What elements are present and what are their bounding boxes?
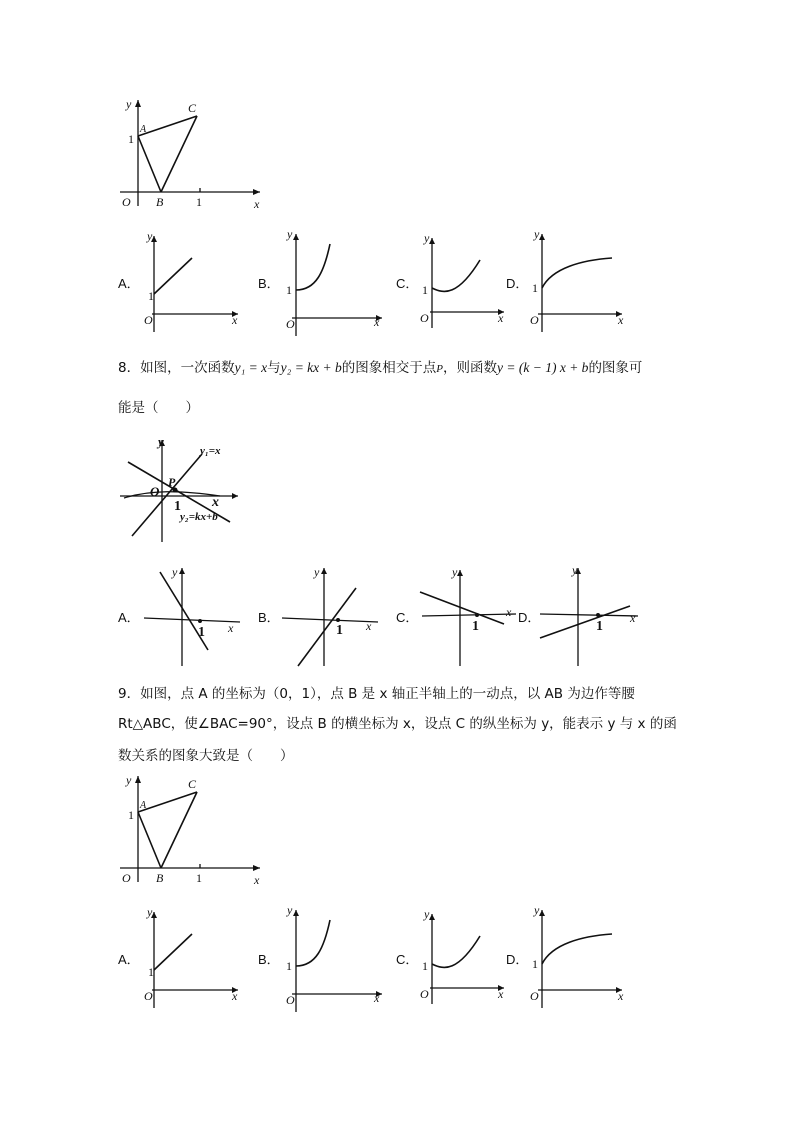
q9-line2 xyxy=(118,714,677,734)
q8-point: P xyxy=(436,363,444,375)
triangle-figure-q9 xyxy=(112,772,272,887)
option-b-y: y xyxy=(287,227,293,241)
q9-point-a-label: A xyxy=(140,800,147,811)
option-graphs-q9 xyxy=(112,904,642,1014)
q9-line1 xyxy=(118,684,635,704)
q8-option-d-one: 1 xyxy=(596,619,603,634)
q8-option-b-label: B． xyxy=(258,610,280,625)
q8-y2-eq: y₂ = kx + b xyxy=(280,360,342,375)
q8-option-b-y: y xyxy=(314,565,320,579)
q8-option-a-label: A． xyxy=(118,610,140,625)
q9-option-b-origin: O xyxy=(286,993,295,1007)
q9-x-one-label: 1 xyxy=(196,871,202,885)
q8-option-b-x: x xyxy=(366,619,372,633)
option-d-y: y xyxy=(534,227,540,241)
q9-y-one-label: 1 xyxy=(128,808,134,822)
option-d-label: D． xyxy=(506,276,529,291)
option-a-one: 1 xyxy=(148,289,154,303)
q8-option-c-x: x xyxy=(506,605,512,619)
x-one-label: 1 xyxy=(196,195,202,209)
option-graphs-top xyxy=(112,228,642,338)
q9-origin-label: O xyxy=(122,871,131,885)
q8-line2-text: 能是（ ） xyxy=(118,400,199,416)
q9-option-d-origin: O xyxy=(530,989,539,1003)
q9-line2-text: Rt△ABC，使∠BAC=90°，设点 B 的横坐标为 x，设点 C 的纵坐标为 y，能表示 y 与 x 的函 xyxy=(118,716,677,732)
q9-option-a-label: A． xyxy=(118,952,140,967)
option-c-one: 1 xyxy=(422,283,428,297)
q9-option-a-y: y xyxy=(147,905,153,919)
triangle-figure-top xyxy=(112,96,272,211)
q8-option-c-label: C． xyxy=(396,610,419,625)
q9-line3-text: 数关系的图象大致是（ ） xyxy=(118,748,294,764)
q8-mid: 与 xyxy=(267,360,281,376)
origin-label: O xyxy=(122,195,131,209)
option-a-label: A． xyxy=(118,276,140,291)
q9-y-axis-label: y xyxy=(126,773,132,787)
option-c-origin: O xyxy=(420,311,429,325)
q8-option-a-one: 1 xyxy=(198,625,205,640)
q9-line3 xyxy=(118,746,294,766)
q9-option-b-label: B． xyxy=(258,952,280,967)
q8-one: 1 xyxy=(174,499,181,514)
q8-option-a-x: x xyxy=(228,621,234,635)
q9-option-b-y: y xyxy=(287,903,293,917)
q8-mid2: 的图象相交于点 xyxy=(341,360,437,376)
q8-line2 xyxy=(118,398,199,418)
option-a-x: x xyxy=(232,313,238,327)
q8-option-a-y: y xyxy=(172,565,178,579)
q9-option-c-origin: O xyxy=(420,987,429,1001)
option-c-x: x xyxy=(498,311,504,325)
q9-option-c-one: 1 xyxy=(422,959,428,973)
y-axis-label: y xyxy=(126,97,132,111)
q9-option-a-x: x xyxy=(232,989,238,1003)
q9-option-a-one: 1 xyxy=(148,965,154,979)
q8-option-d-label: D． xyxy=(518,610,541,625)
option-b-one: 1 xyxy=(286,283,292,297)
q8-suffix: 的图象可 xyxy=(588,360,643,376)
q8-mid3: ，则函数 xyxy=(443,360,498,376)
q8-option-c-one: 1 xyxy=(472,619,479,634)
q8-p-label: P xyxy=(168,475,176,489)
q8-options xyxy=(116,562,656,672)
q9-option-a-origin: O xyxy=(144,989,153,1003)
option-d-one: 1 xyxy=(532,281,538,295)
x-axis-label: x xyxy=(254,197,260,211)
q8-x-label: x xyxy=(212,495,219,510)
q9-option-c-y: y xyxy=(424,907,430,921)
q8-line1 xyxy=(118,358,642,379)
option-b-origin: O xyxy=(286,317,295,331)
q8-y-label: y xyxy=(158,434,164,449)
q9-option-d-one: 1 xyxy=(532,957,538,971)
q9-option-c-x: x xyxy=(498,987,504,1001)
point-b-label: B xyxy=(156,195,164,209)
q9-option-d-x: x xyxy=(618,989,624,1003)
option-b-x: x xyxy=(374,315,380,329)
q9-point-b-label: B xyxy=(156,871,164,885)
q9-option-c-label: C． xyxy=(396,952,419,967)
q8-option-d-y: y xyxy=(572,563,578,577)
point-c-label: C xyxy=(188,101,197,115)
option-d-x: x xyxy=(618,313,624,327)
q8-option-b-one: 1 xyxy=(336,623,343,638)
point-a-label: A xyxy=(140,124,147,135)
q9-option-b-x: x xyxy=(374,991,380,1005)
q9-x-axis-label: x xyxy=(254,873,260,887)
q8-origin: O xyxy=(150,484,160,499)
q8-option-d-x: x xyxy=(630,611,636,625)
q9-option-b-one: 1 xyxy=(286,959,292,973)
q9-option-d-label: D． xyxy=(506,952,529,967)
option-d-origin: O xyxy=(530,313,539,327)
q9-point-c-label: C xyxy=(188,777,197,791)
q9-line1-text: 9．如图，点 A 的坐标为（0，1），点 B 是 x 轴正半轴上的一动点，以 AB 为边作等腰 xyxy=(118,686,635,702)
option-a-origin: O xyxy=(144,313,153,327)
option-a-y: y xyxy=(147,229,153,243)
option-c-label: C． xyxy=(396,276,419,291)
q8-prefix: 8．如图，一次函数 xyxy=(118,360,235,376)
option-c-y: y xyxy=(424,231,430,245)
y-one-label: 1 xyxy=(128,132,134,146)
q8-y2-label: y₂=kx+b xyxy=(180,511,218,523)
option-b-label: B． xyxy=(258,276,280,291)
q8-y1-eq: y₁ = x xyxy=(234,360,268,375)
q8-figure xyxy=(120,434,250,544)
q8-option-c-y: y xyxy=(452,565,458,579)
q8-y1-label: y₁=x xyxy=(200,445,221,457)
q8-y-eq: y = (k − 1) x + b xyxy=(497,360,589,375)
q9-option-d-y: y xyxy=(534,903,540,917)
